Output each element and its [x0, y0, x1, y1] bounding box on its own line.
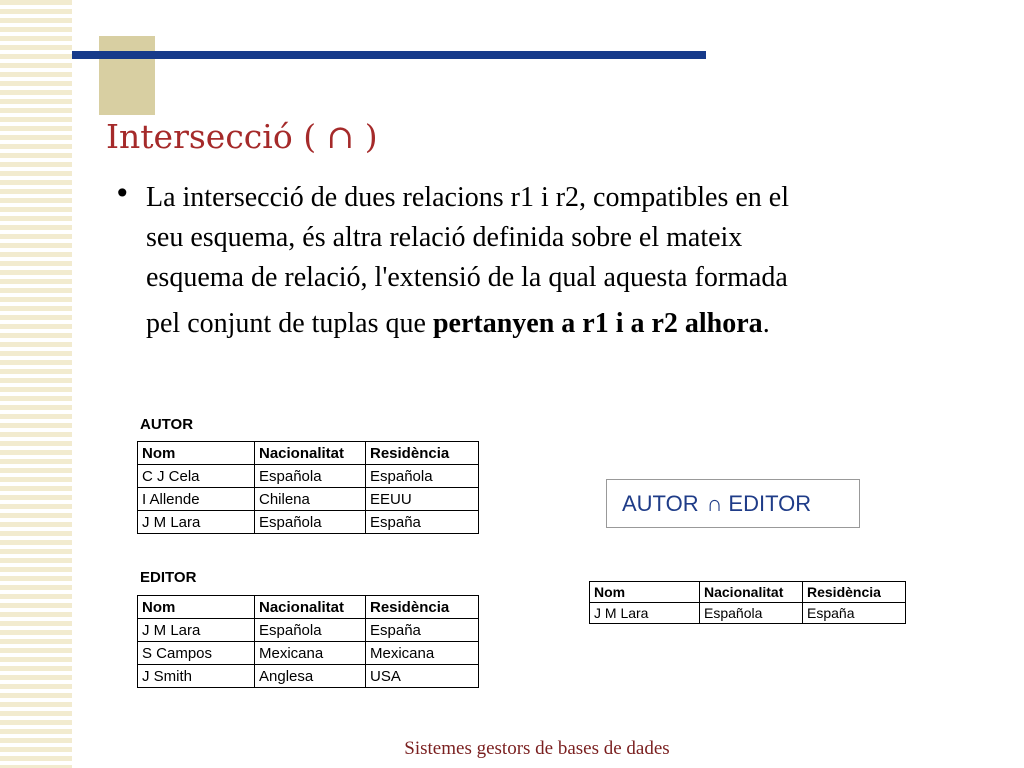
table-cell: Mexicana	[366, 642, 479, 665]
decorative-accent-bar	[72, 51, 706, 59]
editor-table	[137, 595, 479, 688]
table-header-row	[138, 442, 479, 465]
table-cell: C J Cela	[138, 465, 255, 488]
slide-title: Intersecció ( ∩ )	[106, 117, 378, 156]
column-header: Nom	[138, 442, 255, 465]
table-row	[138, 665, 479, 688]
table-cell: Española	[366, 465, 479, 488]
table-cell: España	[366, 619, 479, 642]
decorative-stripes	[0, 0, 72, 768]
table-cell: J M Lara	[138, 619, 255, 642]
table-cell: España	[366, 511, 479, 534]
table-row	[138, 619, 479, 642]
column-header: Residència	[366, 596, 479, 619]
table-row	[138, 511, 479, 534]
column-header: Nacionalitat	[700, 582, 803, 603]
table-row	[138, 488, 479, 511]
column-header: Nacionalitat	[255, 596, 366, 619]
footer-text: Sistemes gestors de bases de dades	[404, 738, 670, 759]
bullet-line: La intersecció de dues relacions r1 i r2, compatibles en el	[146, 182, 789, 213]
table-cell: EEUU	[366, 488, 479, 511]
table-cell: Española	[255, 465, 366, 488]
operation-box	[606, 479, 860, 528]
bullet-line-suffix: .	[762, 308, 770, 339]
table-cell: Española	[700, 603, 803, 624]
table-cell: J M Lara	[138, 511, 255, 534]
table-cell: USA	[366, 665, 479, 688]
table-cell: Española	[255, 619, 366, 642]
table-row	[138, 465, 479, 488]
operation-left-operand: AUTOR	[622, 490, 699, 516]
table-cell: Anglesa	[255, 665, 366, 688]
table-cell: J Smith	[138, 665, 255, 688]
table-cell: Española	[255, 511, 366, 534]
table-cell: Chilena	[255, 488, 366, 511]
autor-table-caption: AUTOR	[140, 416, 194, 433]
result-table	[589, 581, 906, 624]
table-cell: España	[803, 603, 906, 624]
bullet-line-prefix: pel conjunt de tuplas que	[146, 308, 433, 339]
table-cell: J M Lara	[590, 603, 700, 624]
table-cell: S Campos	[138, 642, 255, 665]
intersection-icon: ∩	[706, 490, 723, 516]
table-header-row	[590, 582, 906, 603]
bullet-icon: •	[114, 177, 131, 210]
editor-table-caption: EDITOR	[140, 569, 197, 586]
table-row	[590, 603, 906, 624]
column-header: Nom	[590, 582, 700, 603]
operation-right-operand: EDITOR	[728, 490, 812, 516]
column-header: Nacionalitat	[255, 442, 366, 465]
table-cell: Mexicana	[255, 642, 366, 665]
table-row	[138, 642, 479, 665]
column-header: Residència	[366, 442, 479, 465]
slide-footer	[0, 738, 1024, 760]
bullet-emphasis: pertanyen a r1 i a r2 alhora	[432, 308, 763, 339]
table-header-row	[138, 596, 479, 619]
column-header: Residència	[803, 582, 906, 603]
bullet-line: seu esquema, és altra relació definida sobre el mateix	[146, 222, 743, 253]
bullet-line	[146, 304, 986, 344]
bullet-paragraph	[146, 178, 986, 344]
table-cell: I Allende	[138, 488, 255, 511]
column-header: Nom	[138, 596, 255, 619]
autor-table	[137, 441, 479, 534]
bullet-line: esquema de relació, l'extensió de la qual aquesta formada	[146, 262, 788, 293]
decorative-tan-block	[99, 36, 155, 115]
